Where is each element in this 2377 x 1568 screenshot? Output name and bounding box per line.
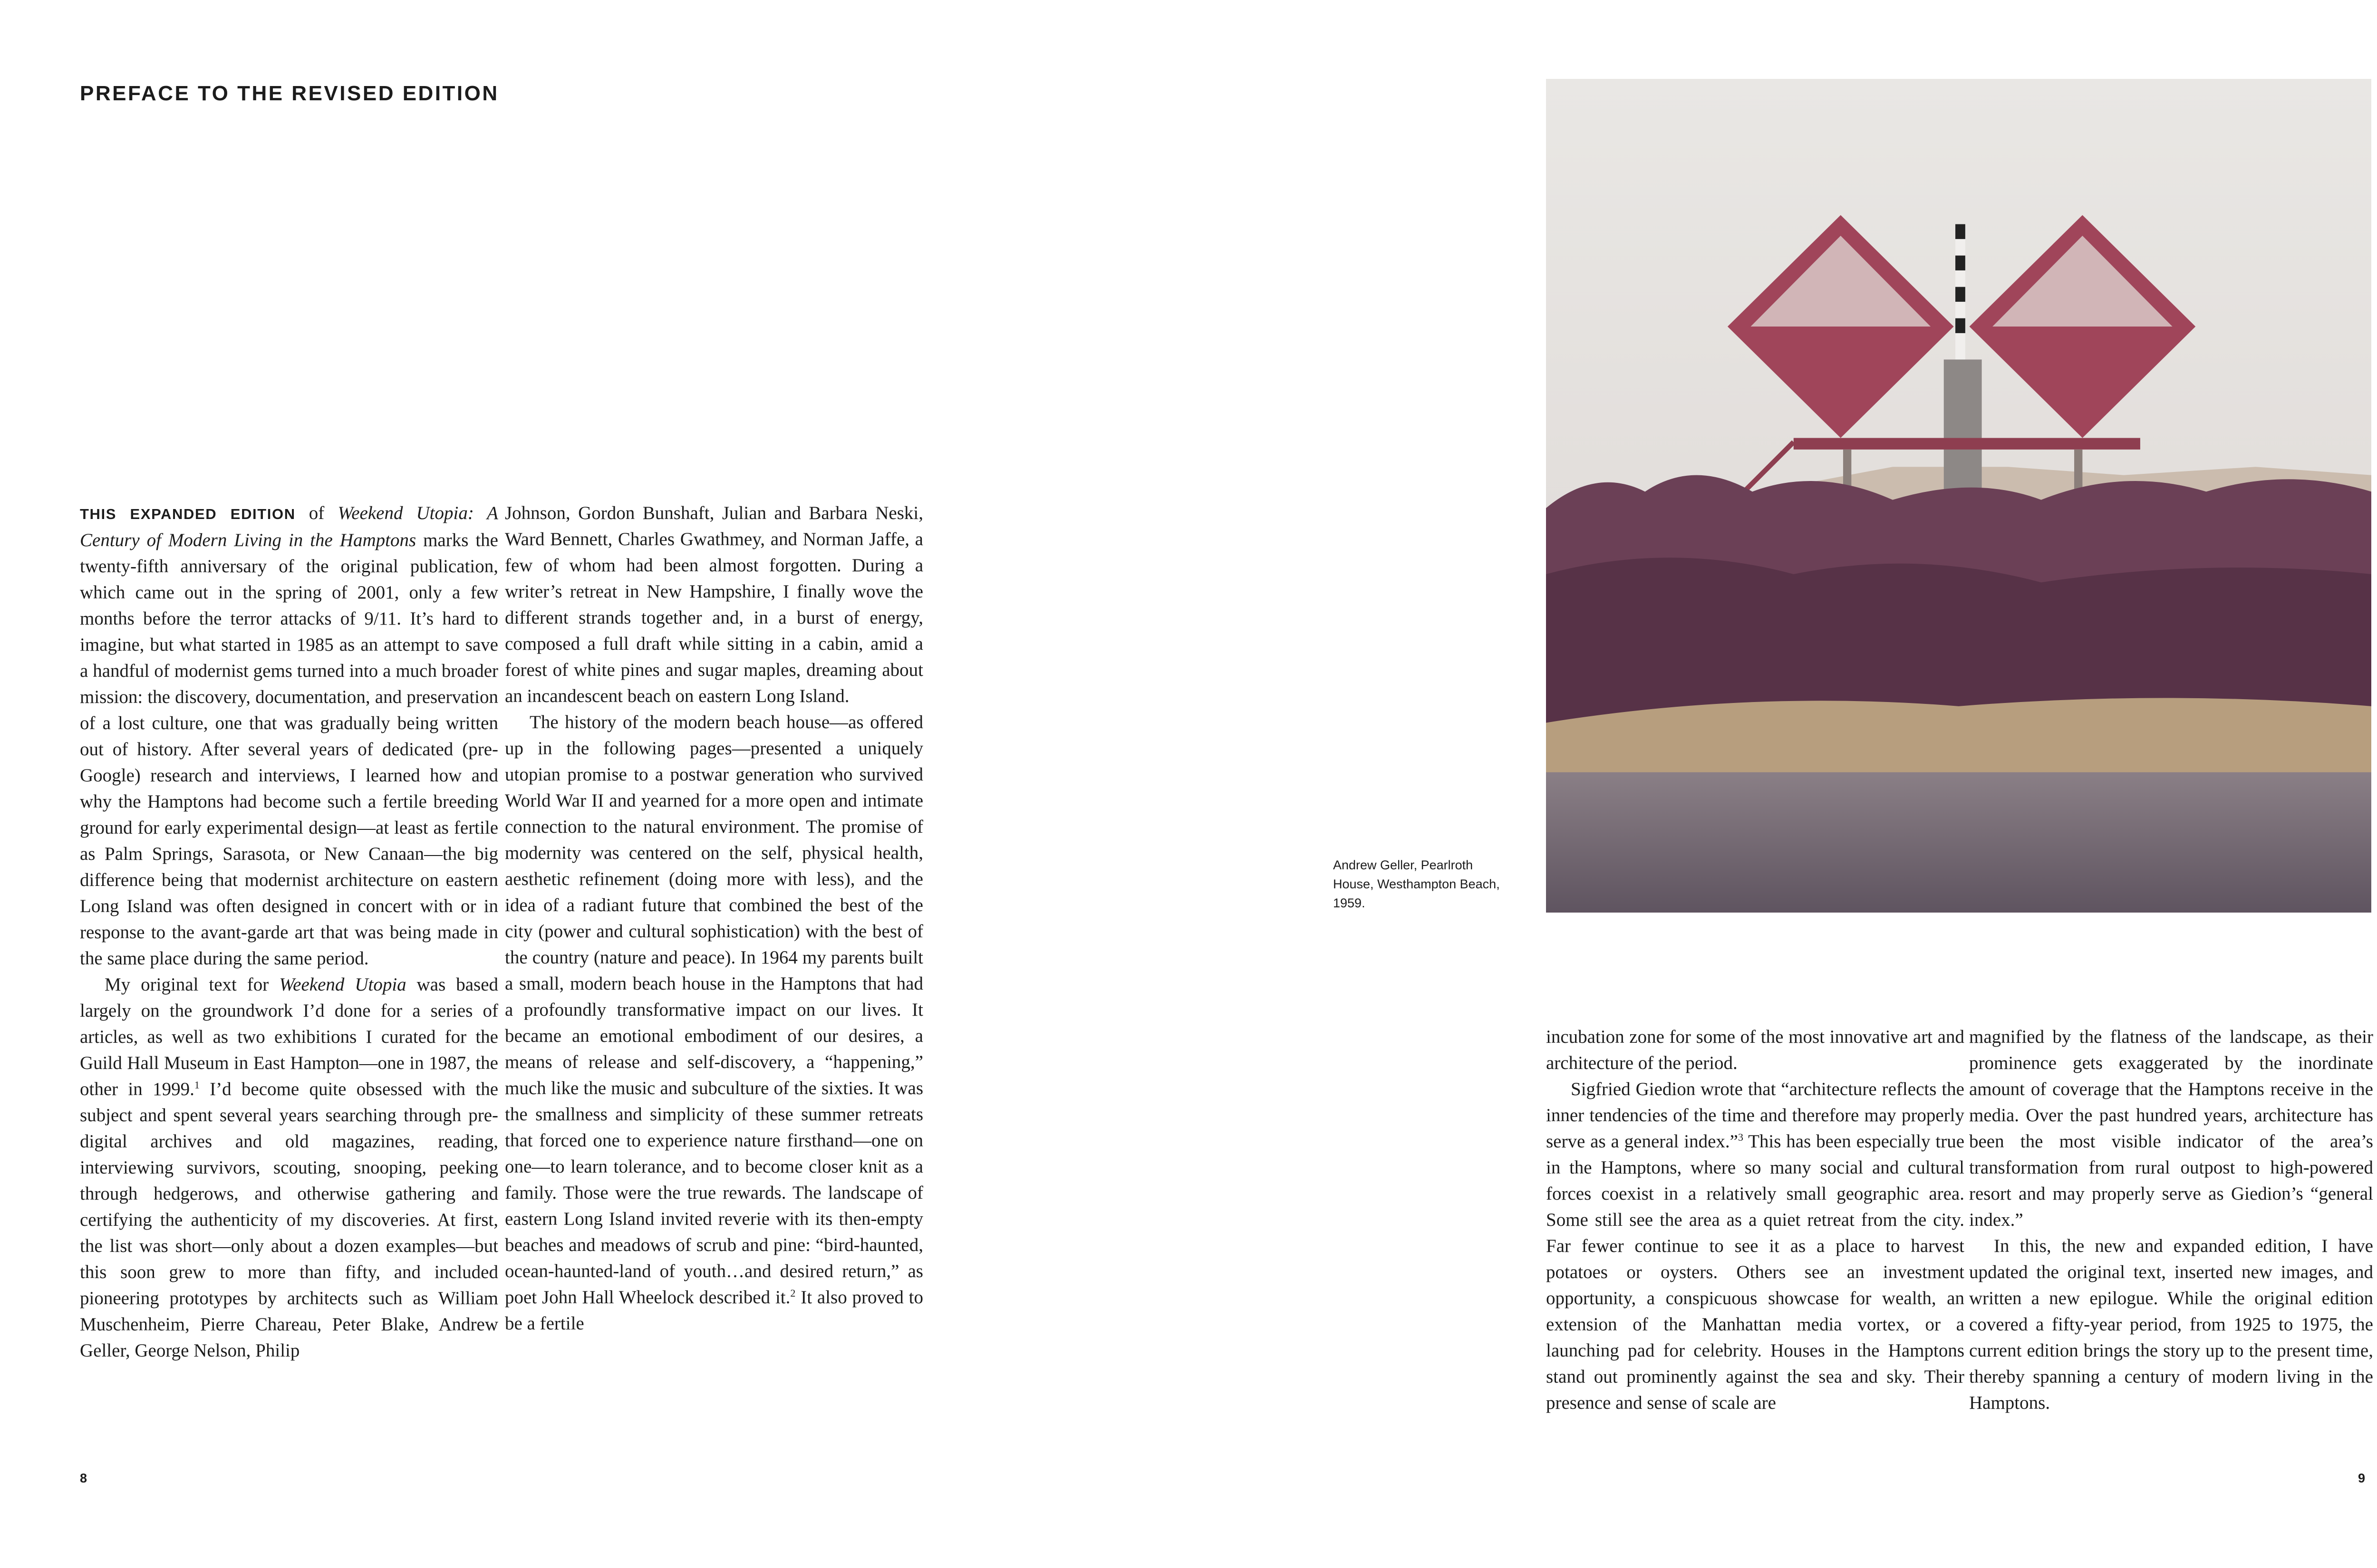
paragraph <box>80 972 498 1364</box>
footnote-marker[interactable]: 1 <box>194 1079 200 1091</box>
page-title: PREFACE TO THE REVISED EDITION <box>80 82 499 105</box>
paragraph: incubation zone for some of the most innovative art and architecture of the period. <box>1546 1027 1964 1073</box>
page-number-right: 9 <box>2358 1471 2366 1485</box>
text-column-4 <box>1969 1024 2373 1416</box>
paragraph <box>80 500 498 972</box>
text-run: marks the twenty-fifth anniversary of the original publication, which came out in the spring of 2001, only a few months before the terror attacks of 9/11. It’s hard to imagine, but what started in 1985 as an attempt to save a handful of modernist gems turned into a much broader mission: the discovery, documentation, and preservation of a lost culture, one that was gradually being written out of history. After several years of dedicated (pre-Google) research and interviews, I learned how and why the Hamptons had become such a fertile breeding ground for early experimental design—at least as fertile as Palm Springs, Sarasota, or New Canaan—the big difference being that modernist architecture on eastern Long Island was often designed in concert with or in response to the avant-garde art that was being made in the same place during the same period. <box>80 530 498 969</box>
paragraph: Johnson, Gordon Bunshaft, Julian and Barbara Neski, Ward Bennett, Charles Gwathmey, and Norman Jaffe, a few of whom had been almost forgotten. During a writer’s retreat in New Hampshire, I finally wove the different strands together and, in a burst of energy, composed a full draft while sitting in a cabin, amid a forest of white pines and sugar maples, dreaming about an incandescent beach on eastern Long Island. <box>505 503 923 706</box>
book-title: Weekend Utopia <box>279 974 406 995</box>
paragraph <box>1546 1076 1964 1416</box>
text-run: It also proved to be a fertile <box>505 1287 923 1334</box>
footnote-marker[interactable]: 2 <box>790 1287 796 1299</box>
run-in-heading: THIS EXPANDED EDITION <box>80 506 296 522</box>
text-column-1 <box>80 500 498 1364</box>
text-run: The history of the modern beach house—as offered up in the following pages—presented a uniquely utopian promise to a postwar generation who survived World War II and yearned for a more open and intimate connection to the natural environment. The promise of modernity was centered on the self, physical health, aesthetic refinement (doing more with less), and the idea of a radiant future that combined the best of the city (power and cultural sophistication) with the best of the country (nature and peace). In 1964 my parents built a small, modern beach house in the Hamptons that had a profoundly transformative impact on our lives. It became an emotional embodiment of our desires, a means of release and self-discovery, a “happening,” much like the music and subculture of the sixties. It was the smallness and simplicity of these summer retreats that forced one to experience nature firsthand—one on one—to learn tolerance, and to become closer knit as a family. Those were the true rewards. The landscape of eastern Long Island invited reverie with its then-empty beaches and meadows of scrub and pine: “bird-haunted, ocean-haunted-land of youth…and desired return,” as poet John Hall Wheelock described it. <box>505 712 923 1308</box>
text-run: This has been especially true in the Hamptons, where so many social and cultural forces coexist in a relatively small geographic area. Some still see the area as a quiet retreat from the city. Far fewer continue to see it as a place to harvest potatoes or oysters. Others see an investment opportunity, a conspicuous showcase for wealth, an extension of the Manhattan media vortex, or a launching pad for celebrity. Houses in the Hamptons stand out prominently against the sea and sky. Their presence and sense of scale are <box>1546 1131 1965 1413</box>
text-column-3 <box>1546 1024 1964 1416</box>
paragraph <box>505 709 923 1337</box>
footnote-marker[interactable]: 3 <box>1738 1131 1743 1143</box>
text-run: My original text for <box>105 974 280 995</box>
text-run: I’d become quite obsessed with the subject and spent several years searching through pre-digital archives and old magazines, reading, interviewing survivors, scouting, snooping, peeking through hedgerows, and otherwise gathering and certifying the authenticity of my discoveries. At first, the list was short—only about a dozen examples—but this soon grew to more than fifty, and included pioneering prototypes by architects such as William Muschenheim, Pierre Chareau, Peter Blake, Andrew Geller, George Nelson, Philip <box>80 1079 498 1361</box>
photo-caption: Andrew Geller, Pearlroth House, Westhampton Beach, 1959. <box>1333 858 1500 910</box>
paragraph: In this, the new and expanded edition, I have updated the original text, inserted new images, and written a new epilogue. While the original edition covered a fifty-year period, from 1925 to 1975, the current edition brings the story up to the present time, thereby spanning a century of modern living in the Hamptons. <box>1969 1236 2373 1413</box>
book-title: Weekend Utopia: A Century of Modern Living in the Hamptons <box>80 503 498 550</box>
paragraph: magnified by the flatness of the landscape, as their prominence gets exaggerated by the inordinate amount of coverage that the Hamptons receive in the media. Over the past hundred years, architecture has been the most visible indicator of the area’s transformation from rural outpost to high-powered resort and may properly serve as Giedion’s “general index.” <box>1969 1027 2373 1230</box>
text-run: of <box>295 503 338 523</box>
page-number-left: 8 <box>80 1471 87 1485</box>
text-column-2 <box>505 500 923 1337</box>
text-run: Sigfried Giedion wrote that “architecture reflects the inner tendencies of the time and therefore may properly serve as a general index.” <box>1546 1079 1964 1152</box>
text-run: was based largely on the groundwork I’d done for a series of articles, as well as two exhibitions I curated for the Guild Hall Museum in East Hampton—one in 1987, the other in 1999. <box>80 974 499 1099</box>
